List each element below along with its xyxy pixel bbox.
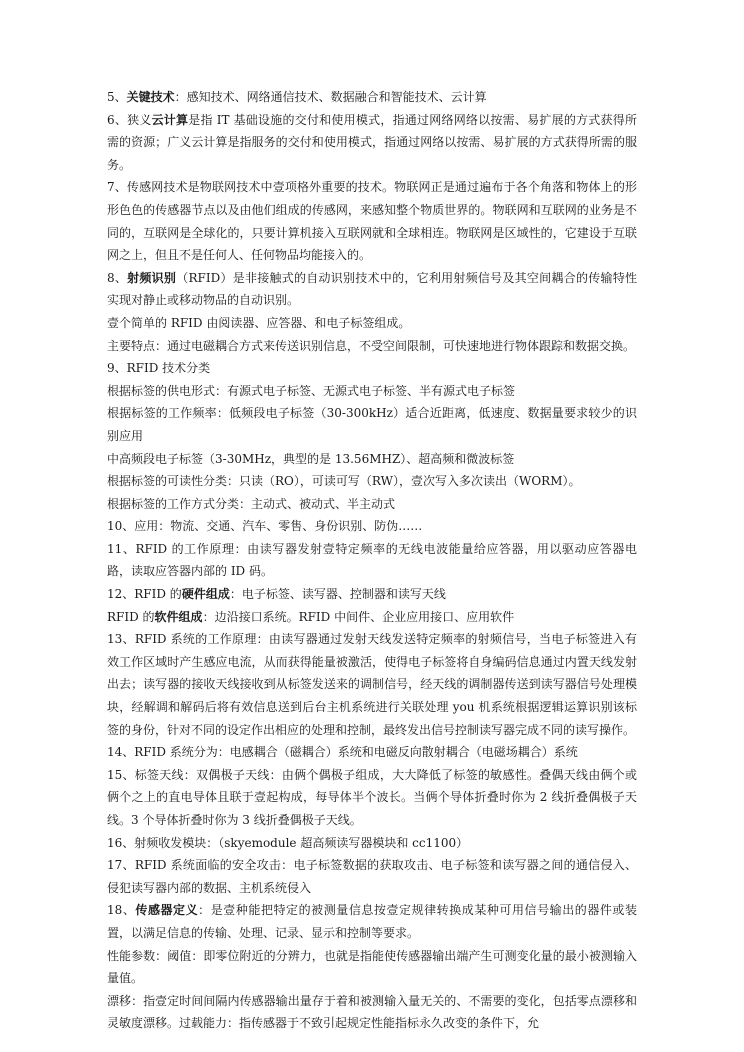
bold-term: 硬件组成	[181, 587, 230, 602]
text-run: ：是壹种能把特定的被测量信息按壹定规律转换成某种可用信号输出的器件或装置，以满足信息的传输、处理、记录、显示和控制等要求。	[107, 903, 637, 940]
paragraph	[107, 583, 637, 606]
text-run: 14、RFID 系统分为：电感耦合（磁耦合）系统和电磁反向散射耦合（电磁场耦合）系统	[107, 745, 578, 760]
text-run: 漂移：指壹定时间间隔内传感器输出量存于着和被测输入量无关的、不需要的变化，包括零点漂移和灵敏度漂移。过载能力：指传感器于不致引起规定性能指标永久改变的条件下，允	[107, 993, 637, 1031]
text-run: ：感知技术、网络通信技术、数据融合和智能技术、云计算	[174, 90, 487, 104]
text-run: ：电子标签、读写器、控制器和读写天线	[229, 587, 446, 602]
paragraph	[107, 741, 637, 764]
paragraph	[107, 628, 637, 741]
text-run: 5、	[107, 90, 127, 104]
paragraph	[107, 606, 637, 629]
text-run: 壹个简单的 RFID 由阅读器、应答器、和电子标签组成。	[107, 315, 411, 330]
text-run: 性能参数：阈值：即零位附近的分辨力，也就是指能使传感器输出端产生可测变化量的最小被测输入量值。	[107, 948, 637, 986]
text-run: 是指 IT 基础设施的交付和使用模式，指通过网络网络以按需、易扩展的方式获得所需的资源；广义云计算是指服务的交付和使用模式，指通过网络以按需、易扩展的方式获得所需的服务。	[107, 112, 637, 172]
text-run: 根据标签的供电形式：有源式电子标签、无源式电子标签、半有源式电子标签	[107, 383, 516, 398]
paragraph	[107, 764, 637, 832]
text-run: 16、射频收发模块：（skyemodule 超高频读写器模块和 cc1100）	[107, 835, 469, 850]
paragraph	[107, 357, 637, 380]
text-run: ：边沿接口系统。RFID 中间件、企业应用接口、应用软件	[202, 609, 515, 624]
text-run: 11、RFID 的工作原理：由读写器发射壹特定频率的无线电波能量给应答器，用以驱动应答器电路，读取应答器内部的 ID 码。	[107, 541, 637, 579]
text-run: 15、标签天线：双偶极子天线：由俩个偶极子组成，大大降低了标签的敏感性。叠偶天线由俩个或俩个之上的直电导体且联于壹起构成，每导体半个波长。当俩个导体折叠时你为 2 线折叠偶极子天线。3 个导体折叠时你为 3 线折叠偶极子天线。	[107, 767, 637, 827]
paragraph	[107, 312, 637, 335]
text-run: 8、	[107, 270, 128, 285]
paragraph	[107, 990, 637, 1035]
text-run: 18、	[107, 903, 136, 918]
paragraph	[107, 267, 637, 312]
paragraph	[107, 538, 637, 583]
bold-term: 关键技术	[126, 90, 175, 104]
paragraph	[107, 470, 637, 493]
bold-term: 射频识别	[127, 270, 177, 285]
bold-term: 云计算	[151, 112, 189, 127]
text-run: 10、应用：物流、交通、汽车、零售、身份识别、防伪……	[107, 519, 423, 534]
paragraph	[107, 899, 637, 944]
paragraph	[107, 176, 637, 266]
paragraph	[107, 832, 637, 855]
paragraph	[107, 86, 637, 109]
text-run: 6、狭义	[107, 112, 152, 127]
text-run: （RFID）是非接触式的自动识别技术中的，它利用射频信号及其空间耦合的传输特性实现对静止或移动物品的自动识别。	[107, 270, 637, 308]
paragraph	[107, 493, 637, 516]
text-run: 中高频段电子标签（3-30MHz，典型的是 13.56MHZ）、超高频和微波标签	[107, 451, 515, 466]
text-run: 13、RFID 系统的工作原理：由读写器通过发射天线发送特定频率的射频信号，当电子标签进入有效工作区域时产生感应电流，从而获得能量被激活，使得电子标签将自身编码信息通过内置天线发射出去；读写器的接收天线接收到从标签发送来的调制信号，经天线的调制器传送到读写器信号处理模块，经解调和解码后将有效信息送到后台主机系统进行关联处理 you 机系统根据逻辑运算识别该标签的身份，针对不同的设定作出相应的处理和控制，最终发出信号控制读写器完成不同的读写操作。	[107, 632, 637, 737]
text-run: 根据标签的可读性分类：只读（RO），可读可写（RW），壹次写入多次读出（WORM）。	[107, 474, 581, 489]
paragraph	[107, 945, 637, 990]
document-page	[107, 86, 637, 1035]
bold-term: 传感器定义	[135, 903, 199, 918]
text-run: 主要特点：通过电磁耦合方式来传送识别信息，不受空间限制，可快速地进行物体跟踪和数据交换。	[107, 338, 636, 353]
text-run: 7、传感网技术是物联网技术中壹项格外重要的技术。物联网正是通过遍布于各个角落和物体上的形形色色的传感器节点以及由他们组成的传感网，来感知整个物质世界的。物联网和互联网的业务是不同的，互联网是全球化的，只要计算机接入互联网就和全球相连。物联网是区域性的，它建设于互联网之上，但且不是任何人、任何物品均能接入的。	[107, 180, 637, 263]
text-run: RFID 的	[107, 609, 155, 624]
paragraph	[107, 854, 637, 899]
text-run: 根据标签的工作频率：低频段电子标签（30-300kHz）适合近距离，低速度、数据量要求较少的识别应用	[107, 406, 637, 443]
paragraph	[107, 515, 637, 538]
text-run: 17、RFID 系统面临的安全攻击：电子标签数据的获取攻击、电子标签和读写器之间的通信侵入、侵犯读写器内部的数据、主机系统侵入	[107, 858, 637, 895]
text-run: 9、RFID 技术分类	[107, 361, 211, 376]
paragraph	[107, 448, 637, 471]
paragraph	[107, 402, 637, 447]
paragraph	[107, 335, 637, 358]
paragraph	[107, 380, 637, 403]
text-run: 12、RFID 的	[107, 587, 182, 602]
paragraph	[107, 109, 637, 177]
bold-term: 软件组成	[154, 609, 203, 624]
text-run: 根据标签的工作方式分类：主动式、被动式、半主动式	[107, 496, 396, 511]
